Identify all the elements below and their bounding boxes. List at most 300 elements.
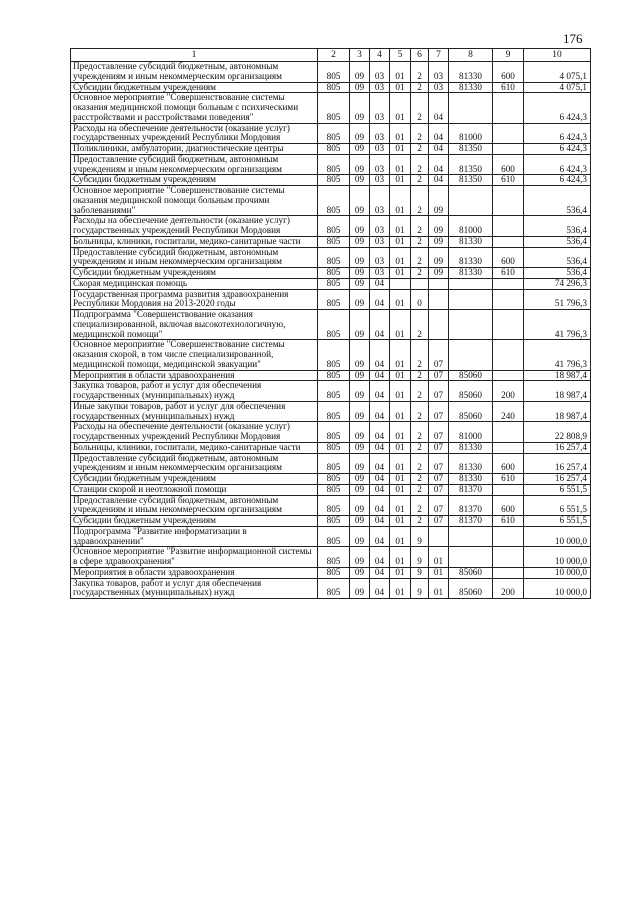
cell-activity: 07 <box>429 422 449 443</box>
table-row <box>71 401 591 422</box>
cell-section: 09 <box>350 422 370 443</box>
cell-program: 01 <box>390 547 411 568</box>
row-name: Расходы на обеспечение деятельности (оказание услуг) государственных учреждений Республики Мордовия <box>71 123 318 144</box>
cell-program: 01 <box>390 381 411 402</box>
cell-amount: 41 796,3 <box>524 310 591 340</box>
col-header: 9 <box>493 49 524 62</box>
cell-subprogram: 9 <box>411 578 429 599</box>
table-header-row <box>71 49 591 62</box>
table-row <box>71 289 591 310</box>
cell-target-code: 81330 <box>449 247 493 268</box>
cell-section: 09 <box>350 567 370 578</box>
table-row <box>71 236 591 247</box>
cell-subprogram: 2 <box>411 401 429 422</box>
cell-activity: 07 <box>429 340 449 370</box>
cell-subsection: 03 <box>370 154 390 175</box>
cell-section: 09 <box>350 216 370 237</box>
table-row <box>71 340 591 370</box>
table-body <box>71 62 591 599</box>
table-row <box>71 278 591 289</box>
cell-amount: 22 808,9 <box>524 422 591 443</box>
cell-program: 01 <box>390 578 411 599</box>
cell-subsection: 03 <box>370 216 390 237</box>
cell-amount: 10 000,0 <box>524 567 591 578</box>
cell-activity: 04 <box>429 154 449 175</box>
cell-subprogram: 0 <box>411 289 429 310</box>
table-row <box>71 474 591 485</box>
cell-ministry-code: 805 <box>318 422 350 443</box>
cell-expense-type: 200 <box>493 578 524 599</box>
cell-ministry-code: 805 <box>318 340 350 370</box>
cell-program: 01 <box>390 175 411 186</box>
cell-target-code <box>449 340 493 370</box>
col-header: 6 <box>411 49 429 62</box>
cell-section: 09 <box>350 516 370 527</box>
cell-section: 09 <box>350 578 370 599</box>
cell-target-code: 81370 <box>449 495 493 516</box>
cell-subsection: 04 <box>370 278 390 289</box>
cell-subsection: 04 <box>370 547 390 568</box>
table-row <box>71 567 591 578</box>
cell-ministry-code: 805 <box>318 370 350 381</box>
cell-expense-type <box>493 93 524 123</box>
cell-program: 01 <box>390 93 411 123</box>
cell-program: 01 <box>390 186 411 216</box>
cell-subsection: 04 <box>370 526 390 547</box>
table-row <box>71 154 591 175</box>
cell-activity: 07 <box>429 401 449 422</box>
col-header: 2 <box>318 49 350 62</box>
cell-subsection: 04 <box>370 567 390 578</box>
row-name: Предоставление субсидий бюджетным, автономным учреждениям и иным некоммерческим организациям <box>71 62 318 83</box>
cell-subsection: 04 <box>370 516 390 527</box>
cell-amount: 10 000,0 <box>524 526 591 547</box>
cell-amount: 18 987,4 <box>524 381 591 402</box>
cell-subsection: 04 <box>370 484 390 495</box>
row-name: Мероприятия в области здравоохранения <box>71 567 318 578</box>
cell-expense-type: 600 <box>493 247 524 268</box>
cell-ministry-code: 805 <box>318 123 350 144</box>
cell-subsection: 03 <box>370 62 390 83</box>
cell-section: 09 <box>350 474 370 485</box>
cell-subprogram: 9 <box>411 526 429 547</box>
cell-expense-type <box>493 340 524 370</box>
cell-amount: 4 075,1 <box>524 62 591 83</box>
cell-program: 01 <box>390 516 411 527</box>
cell-ministry-code: 805 <box>318 144 350 155</box>
cell-subsection: 04 <box>370 442 390 453</box>
cell-subsection: 04 <box>370 474 390 485</box>
cell-target-code: 85060 <box>449 567 493 578</box>
cell-subprogram <box>411 278 429 289</box>
cell-subsection: 04 <box>370 289 390 310</box>
col-header: 1 <box>71 49 318 62</box>
cell-amount: 74 296,3 <box>524 278 591 289</box>
col-header: 5 <box>390 49 411 62</box>
cell-activity: 09 <box>429 247 449 268</box>
cell-activity: 09 <box>429 236 449 247</box>
cell-section: 09 <box>350 186 370 216</box>
table-row <box>71 310 591 340</box>
row-name: Основное мероприятие "Совершенствование системы оказания медицинской помощи больным прочими заболеваниями" <box>71 186 318 216</box>
cell-subprogram: 2 <box>411 381 429 402</box>
cell-ministry-code: 805 <box>318 93 350 123</box>
cell-target-code: 85060 <box>449 401 493 422</box>
cell-expense-type: 600 <box>493 154 524 175</box>
row-name: Основное мероприятие "Совершенствование системы оказания медицинской помощи больным с психическими расстройствами и расстройствами поведения" <box>71 93 318 123</box>
col-header: 7 <box>429 49 449 62</box>
cell-ministry-code: 805 <box>318 289 350 310</box>
cell-amount: 10 000,0 <box>524 547 591 568</box>
row-name: Подпрограмма "Совершенствование оказания специализированной, включая высокотехнологичную, медицинской помощи" <box>71 310 318 340</box>
cell-activity: 04 <box>429 175 449 186</box>
cell-activity: 01 <box>429 567 449 578</box>
table-row <box>71 381 591 402</box>
table-row <box>71 123 591 144</box>
table-row <box>71 82 591 93</box>
col-header: 3 <box>350 49 370 62</box>
cell-expense-type: 610 <box>493 474 524 485</box>
cell-expense-type <box>493 216 524 237</box>
cell-amount: 16 257,4 <box>524 442 591 453</box>
table-row <box>71 578 591 599</box>
cell-expense-type <box>493 144 524 155</box>
cell-amount: 18 987,4 <box>524 401 591 422</box>
cell-subprogram: 2 <box>411 154 429 175</box>
cell-program: 01 <box>390 370 411 381</box>
cell-expense-type <box>493 236 524 247</box>
cell-program: 01 <box>390 268 411 279</box>
cell-subsection: 03 <box>370 82 390 93</box>
cell-activity: 01 <box>429 547 449 568</box>
table-row <box>71 268 591 279</box>
cell-section: 09 <box>350 381 370 402</box>
cell-ministry-code: 805 <box>318 442 350 453</box>
cell-subsection: 04 <box>370 401 390 422</box>
cell-activity: 01 <box>429 578 449 599</box>
cell-amount: 536,4 <box>524 186 591 216</box>
cell-target-code: 81000 <box>449 422 493 443</box>
cell-subprogram: 2 <box>411 453 429 474</box>
cell-ministry-code: 805 <box>318 567 350 578</box>
cell-expense-type <box>493 310 524 340</box>
cell-program: 01 <box>390 310 411 340</box>
cell-target-code: 81330 <box>449 268 493 279</box>
cell-activity <box>429 526 449 547</box>
cell-section: 09 <box>350 268 370 279</box>
cell-ministry-code: 805 <box>318 495 350 516</box>
cell-target-code <box>449 289 493 310</box>
cell-expense-type <box>493 526 524 547</box>
cell-activity: 07 <box>429 474 449 485</box>
cell-program: 01 <box>390 453 411 474</box>
row-name: Субсидии бюджетным учреждениям <box>71 516 318 527</box>
cell-amount: 6 424,3 <box>524 123 591 144</box>
cell-section: 09 <box>350 495 370 516</box>
cell-subprogram: 2 <box>411 340 429 370</box>
table-row <box>71 62 591 83</box>
cell-target-code <box>449 93 493 123</box>
row-name: Закупка товаров, работ и услуг для обеспечения государственных (муниципальных) нужд <box>71 381 318 402</box>
cell-subsection: 03 <box>370 123 390 144</box>
cell-ministry-code: 805 <box>318 484 350 495</box>
row-name: Предоставление субсидий бюджетным, автономным учреждениям и иным некоммерческим организациям <box>71 495 318 516</box>
table-row <box>71 526 591 547</box>
cell-subsection: 03 <box>370 236 390 247</box>
cell-subsection: 04 <box>370 381 390 402</box>
cell-subprogram: 2 <box>411 62 429 83</box>
cell-ministry-code: 805 <box>318 578 350 599</box>
cell-activity: 04 <box>429 144 449 155</box>
cell-section: 09 <box>350 442 370 453</box>
cell-subprogram: 2 <box>411 268 429 279</box>
cell-target-code: 85060 <box>449 381 493 402</box>
cell-subprogram: 2 <box>411 495 429 516</box>
cell-amount: 16 257,4 <box>524 453 591 474</box>
cell-expense-type <box>493 484 524 495</box>
cell-program: 01 <box>390 484 411 495</box>
cell-section: 09 <box>350 289 370 310</box>
row-name: Субсидии бюджетным учреждениям <box>71 474 318 485</box>
cell-target-code <box>449 310 493 340</box>
cell-expense-type <box>493 370 524 381</box>
cell-target-code: 81000 <box>449 123 493 144</box>
cell-ministry-code: 805 <box>318 247 350 268</box>
cell-ministry-code: 805 <box>318 62 350 83</box>
cell-subsection: 03 <box>370 144 390 155</box>
cell-activity: 07 <box>429 453 449 474</box>
cell-activity: 09 <box>429 186 449 216</box>
table-row <box>71 422 591 443</box>
cell-amount: 6 424,3 <box>524 175 591 186</box>
cell-target-code: 81330 <box>449 453 493 474</box>
cell-expense-type <box>493 567 524 578</box>
table-row <box>71 453 591 474</box>
table-row <box>71 144 591 155</box>
cell-subprogram: 2 <box>411 474 429 485</box>
cell-target-code: 81350 <box>449 175 493 186</box>
cell-expense-type: 610 <box>493 82 524 93</box>
cell-target-code: 81350 <box>449 154 493 175</box>
cell-activity: 07 <box>429 484 449 495</box>
cell-program: 01 <box>390 123 411 144</box>
cell-activity: 09 <box>429 216 449 237</box>
cell-activity: 07 <box>429 381 449 402</box>
cell-section: 09 <box>350 175 370 186</box>
cell-activity: 03 <box>429 62 449 83</box>
cell-program: 01 <box>390 442 411 453</box>
row-name: Предоставление субсидий бюджетным, автономным учреждениям и иным некоммерческим организациям <box>71 154 318 175</box>
cell-section: 09 <box>350 236 370 247</box>
cell-ministry-code: 805 <box>318 186 350 216</box>
table-row <box>71 547 591 568</box>
cell-target-code: 85060 <box>449 578 493 599</box>
cell-target-code: 81330 <box>449 474 493 485</box>
cell-expense-type: 240 <box>493 401 524 422</box>
cell-amount: 536,4 <box>524 236 591 247</box>
cell-expense-type: 610 <box>493 175 524 186</box>
cell-ministry-code: 805 <box>318 310 350 340</box>
cell-subprogram: 2 <box>411 247 429 268</box>
cell-section: 09 <box>350 93 370 123</box>
cell-subsection: 04 <box>370 495 390 516</box>
cell-expense-type: 610 <box>493 516 524 527</box>
table-row <box>71 370 591 381</box>
cell-expense-type: 600 <box>493 453 524 474</box>
cell-ministry-code: 805 <box>318 547 350 568</box>
row-name: Субсидии бюджетным учреждениям <box>71 268 318 279</box>
cell-subprogram: 2 <box>411 175 429 186</box>
cell-subprogram: 2 <box>411 310 429 340</box>
col-header: 10 <box>524 49 591 62</box>
cell-program <box>390 278 411 289</box>
row-name: Субсидии бюджетным учреждениям <box>71 175 318 186</box>
cell-section: 09 <box>350 547 370 568</box>
cell-amount: 6 424,3 <box>524 154 591 175</box>
cell-section: 09 <box>350 370 370 381</box>
table-row <box>71 186 591 216</box>
cell-expense-type <box>493 123 524 144</box>
cell-subsection: 04 <box>370 310 390 340</box>
cell-subprogram: 2 <box>411 186 429 216</box>
cell-expense-type: 610 <box>493 268 524 279</box>
cell-target-code: 81350 <box>449 144 493 155</box>
cell-activity: 07 <box>429 442 449 453</box>
cell-ministry-code: 805 <box>318 453 350 474</box>
cell-section: 09 <box>350 310 370 340</box>
cell-ministry-code: 805 <box>318 381 350 402</box>
row-name: Государственная программа развития здравоохранения Республики Мордовия на 2013-2020 годы <box>71 289 318 310</box>
cell-subsection: 03 <box>370 175 390 186</box>
cell-subprogram: 2 <box>411 236 429 247</box>
cell-subsection: 03 <box>370 186 390 216</box>
cell-subprogram: 2 <box>411 144 429 155</box>
row-name: Подпрограмма "Развитие информатизации в здравоохранении" <box>71 526 318 547</box>
cell-subprogram: 2 <box>411 484 429 495</box>
cell-section: 09 <box>350 526 370 547</box>
cell-amount: 16 257,4 <box>524 474 591 485</box>
page-number: 176 <box>563 31 583 46</box>
cell-amount: 18 987,4 <box>524 370 591 381</box>
cell-ministry-code: 805 <box>318 268 350 279</box>
row-name: Больницы, клиники, госпитали, медико-санитарные части <box>71 442 318 453</box>
col-header: 8 <box>449 49 493 62</box>
cell-expense-type: 600 <box>493 62 524 83</box>
cell-activity <box>429 310 449 340</box>
cell-target-code: 81330 <box>449 62 493 83</box>
table-row <box>71 216 591 237</box>
cell-subsection: 04 <box>370 370 390 381</box>
budget-table <box>70 48 591 599</box>
cell-target-code: 81330 <box>449 236 493 247</box>
cell-target-code <box>449 547 493 568</box>
cell-activity: 09 <box>429 268 449 279</box>
cell-activity: 03 <box>429 82 449 93</box>
cell-amount: 6 424,3 <box>524 144 591 155</box>
cell-section: 09 <box>350 278 370 289</box>
cell-program: 01 <box>390 216 411 237</box>
cell-expense-type <box>493 422 524 443</box>
cell-amount: 41 796,3 <box>524 340 591 370</box>
cell-ministry-code: 805 <box>318 82 350 93</box>
row-name: Основное мероприятие "Совершенствование системы оказания скорой, в том числе специализированной, медицинской помощи, медицинской эвакуации" <box>71 340 318 370</box>
table-row <box>71 495 591 516</box>
cell-section: 09 <box>350 154 370 175</box>
table-row <box>71 175 591 186</box>
cell-expense-type <box>493 186 524 216</box>
row-name: Расходы на обеспечение деятельности (оказание услуг) государственных учреждений Республики Мордовия <box>71 216 318 237</box>
cell-expense-type <box>493 547 524 568</box>
cell-expense-type <box>493 278 524 289</box>
cell-subsection: 04 <box>370 340 390 370</box>
cell-section: 09 <box>350 453 370 474</box>
cell-expense-type <box>493 289 524 310</box>
row-name: Поликлиники, амбулатории, диагностические центры <box>71 144 318 155</box>
row-name: Станции скорой и неотложной помощи <box>71 484 318 495</box>
cell-subsection: 04 <box>370 422 390 443</box>
cell-program: 01 <box>390 567 411 578</box>
row-name: Предоставление субсидий бюджетным, автономным учреждениям и иным некоммерческим организациям <box>71 453 318 474</box>
row-name: Больницы, клиники, госпитали, медико-санитарные части <box>71 236 318 247</box>
cell-section: 09 <box>350 123 370 144</box>
cell-target-code: 81370 <box>449 516 493 527</box>
cell-target-code: 81370 <box>449 484 493 495</box>
cell-section: 09 <box>350 144 370 155</box>
cell-activity <box>429 289 449 310</box>
cell-ministry-code: 805 <box>318 175 350 186</box>
cell-subsection: 03 <box>370 268 390 279</box>
cell-program: 01 <box>390 422 411 443</box>
row-name: Закупка товаров, работ и услуг для обеспечения государственных (муниципальных) нужд <box>71 578 318 599</box>
cell-activity: 07 <box>429 370 449 381</box>
cell-target-code: 81330 <box>449 82 493 93</box>
cell-ministry-code: 805 <box>318 516 350 527</box>
cell-amount: 51 796,3 <box>524 289 591 310</box>
cell-program: 01 <box>390 154 411 175</box>
cell-target-code <box>449 278 493 289</box>
cell-amount: 536,4 <box>524 216 591 237</box>
cell-subprogram: 2 <box>411 516 429 527</box>
cell-section: 09 <box>350 82 370 93</box>
cell-ministry-code: 805 <box>318 526 350 547</box>
cell-ministry-code: 805 <box>318 236 350 247</box>
row-name: Скорая медицинская помощь <box>71 278 318 289</box>
cell-section: 09 <box>350 340 370 370</box>
cell-program: 01 <box>390 526 411 547</box>
cell-amount: 6 424,3 <box>524 93 591 123</box>
row-name: Иные закупки товаров, работ и услуг для обеспечения государственных (муниципальных) нужд <box>71 401 318 422</box>
cell-activity: 07 <box>429 516 449 527</box>
cell-subprogram: 2 <box>411 370 429 381</box>
cell-amount: 6 551,5 <box>524 495 591 516</box>
cell-amount: 536,4 <box>524 268 591 279</box>
cell-target-code: 85060 <box>449 370 493 381</box>
cell-program: 01 <box>390 289 411 310</box>
cell-ministry-code: 805 <box>318 216 350 237</box>
cell-section: 09 <box>350 401 370 422</box>
cell-activity: 04 <box>429 93 449 123</box>
cell-ministry-code: 805 <box>318 154 350 175</box>
row-name: Мероприятия в области здравоохранения <box>71 370 318 381</box>
cell-target-code <box>449 526 493 547</box>
cell-activity <box>429 278 449 289</box>
cell-expense-type <box>493 442 524 453</box>
cell-expense-type: 200 <box>493 381 524 402</box>
table-row <box>71 484 591 495</box>
cell-amount: 6 551,5 <box>524 484 591 495</box>
cell-ministry-code: 805 <box>318 401 350 422</box>
row-name: Расходы на обеспечение деятельности (оказание услуг) государственных учреждений Республики Мордовия <box>71 422 318 443</box>
